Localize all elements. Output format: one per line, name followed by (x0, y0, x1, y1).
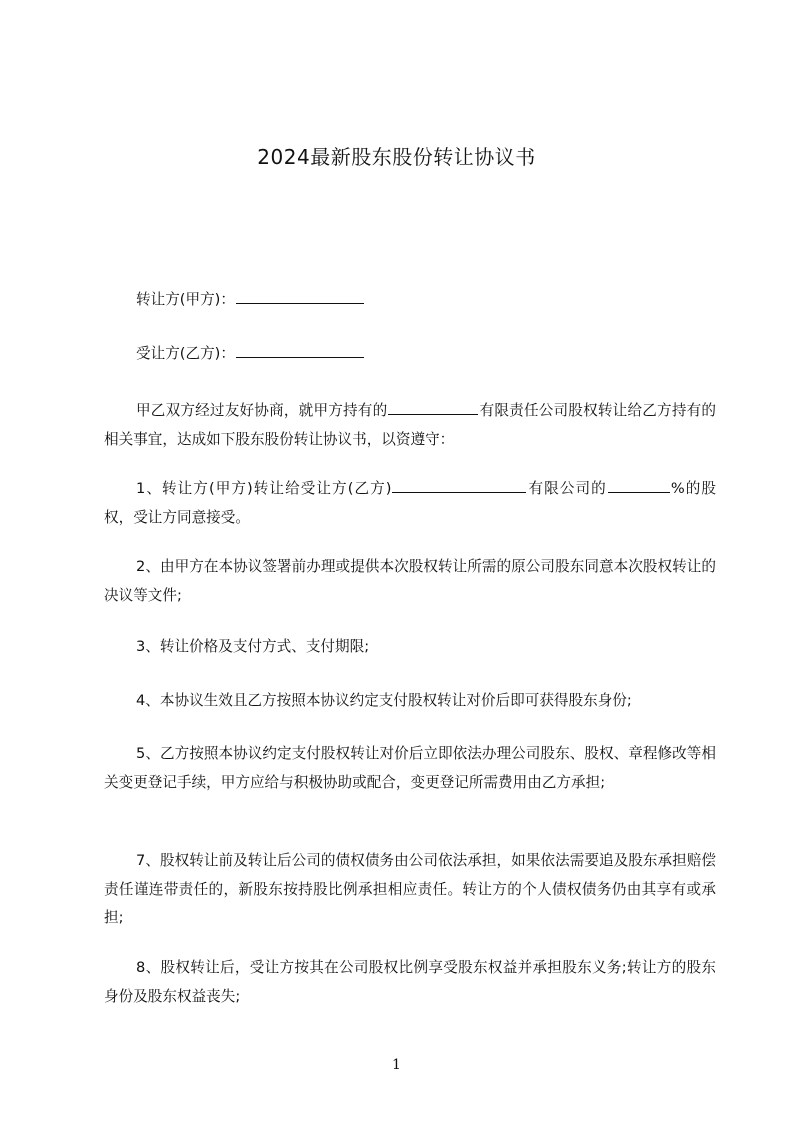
transferee-blank (236, 343, 364, 358)
clause-1-percent-blank (608, 478, 670, 493)
company-name-blank (388, 400, 478, 415)
clause-1-part2: 有限公司的 (527, 480, 607, 497)
transferor-field (136, 289, 365, 311)
clause-3: 3、转让价格及支付方式、支付期限; (136, 638, 370, 655)
intro-text-part2: 有限责任公司股权转让给乙方持有的相关事宜，达成如下股东股份转让协议书，以资遵守： (104, 402, 716, 448)
clause-8: 8、股权转让后，受让方按其在公司股权比例享受股东权益并承担股东义务;转让方的股东身份及股东权益丧失; (104, 959, 716, 1005)
transferee-label: 受让方(乙方)： (136, 345, 235, 362)
clause-1-part1: 1、转让方(甲方)转让给受让方(乙方) (136, 480, 392, 497)
clause-2: 2、由甲方在本协议签署前办理或提供本次股权转让所需的原公司股东同意本次股权转让的决议等文件; (104, 558, 716, 604)
clause-7: 7、股权转让前及转让后公司的债权债务由公司依法承担，如果依法需要追及股东承担赔偿责任谨连带责任的，新股东按持股比例承担相应责任。转让方的个人债权债务仍由其享有或承担; (104, 852, 716, 926)
clause-1 (104, 475, 716, 532)
clause-1-part3: %的股权，受让方同意接受。 (104, 480, 716, 526)
intro-text-part1: 甲乙双方经过友好协商，就甲方持有的 (136, 402, 388, 419)
clause-1-company-blank (392, 478, 526, 493)
clause-5: 5、乙方按照本协议约定支付股权转让对价后立即依法办理公司股东、股权、章程修改等相关变更登记手续，甲方应给与积极协助或配合，变更登记所需费用由乙方承担; (104, 745, 716, 791)
transferee-field (136, 343, 365, 365)
page-number: 1 (392, 1057, 401, 1073)
transferor-blank (236, 289, 364, 304)
intro-paragraph (104, 397, 716, 454)
clause-4: 4、本协议生效且乙方按照本协议约定支付股权转让对价后即可获得股东身份; (136, 692, 632, 709)
document-title: 2024最新股东股份转让协议书 (257, 145, 536, 169)
transferor-label: 转让方(甲方)： (136, 291, 235, 308)
